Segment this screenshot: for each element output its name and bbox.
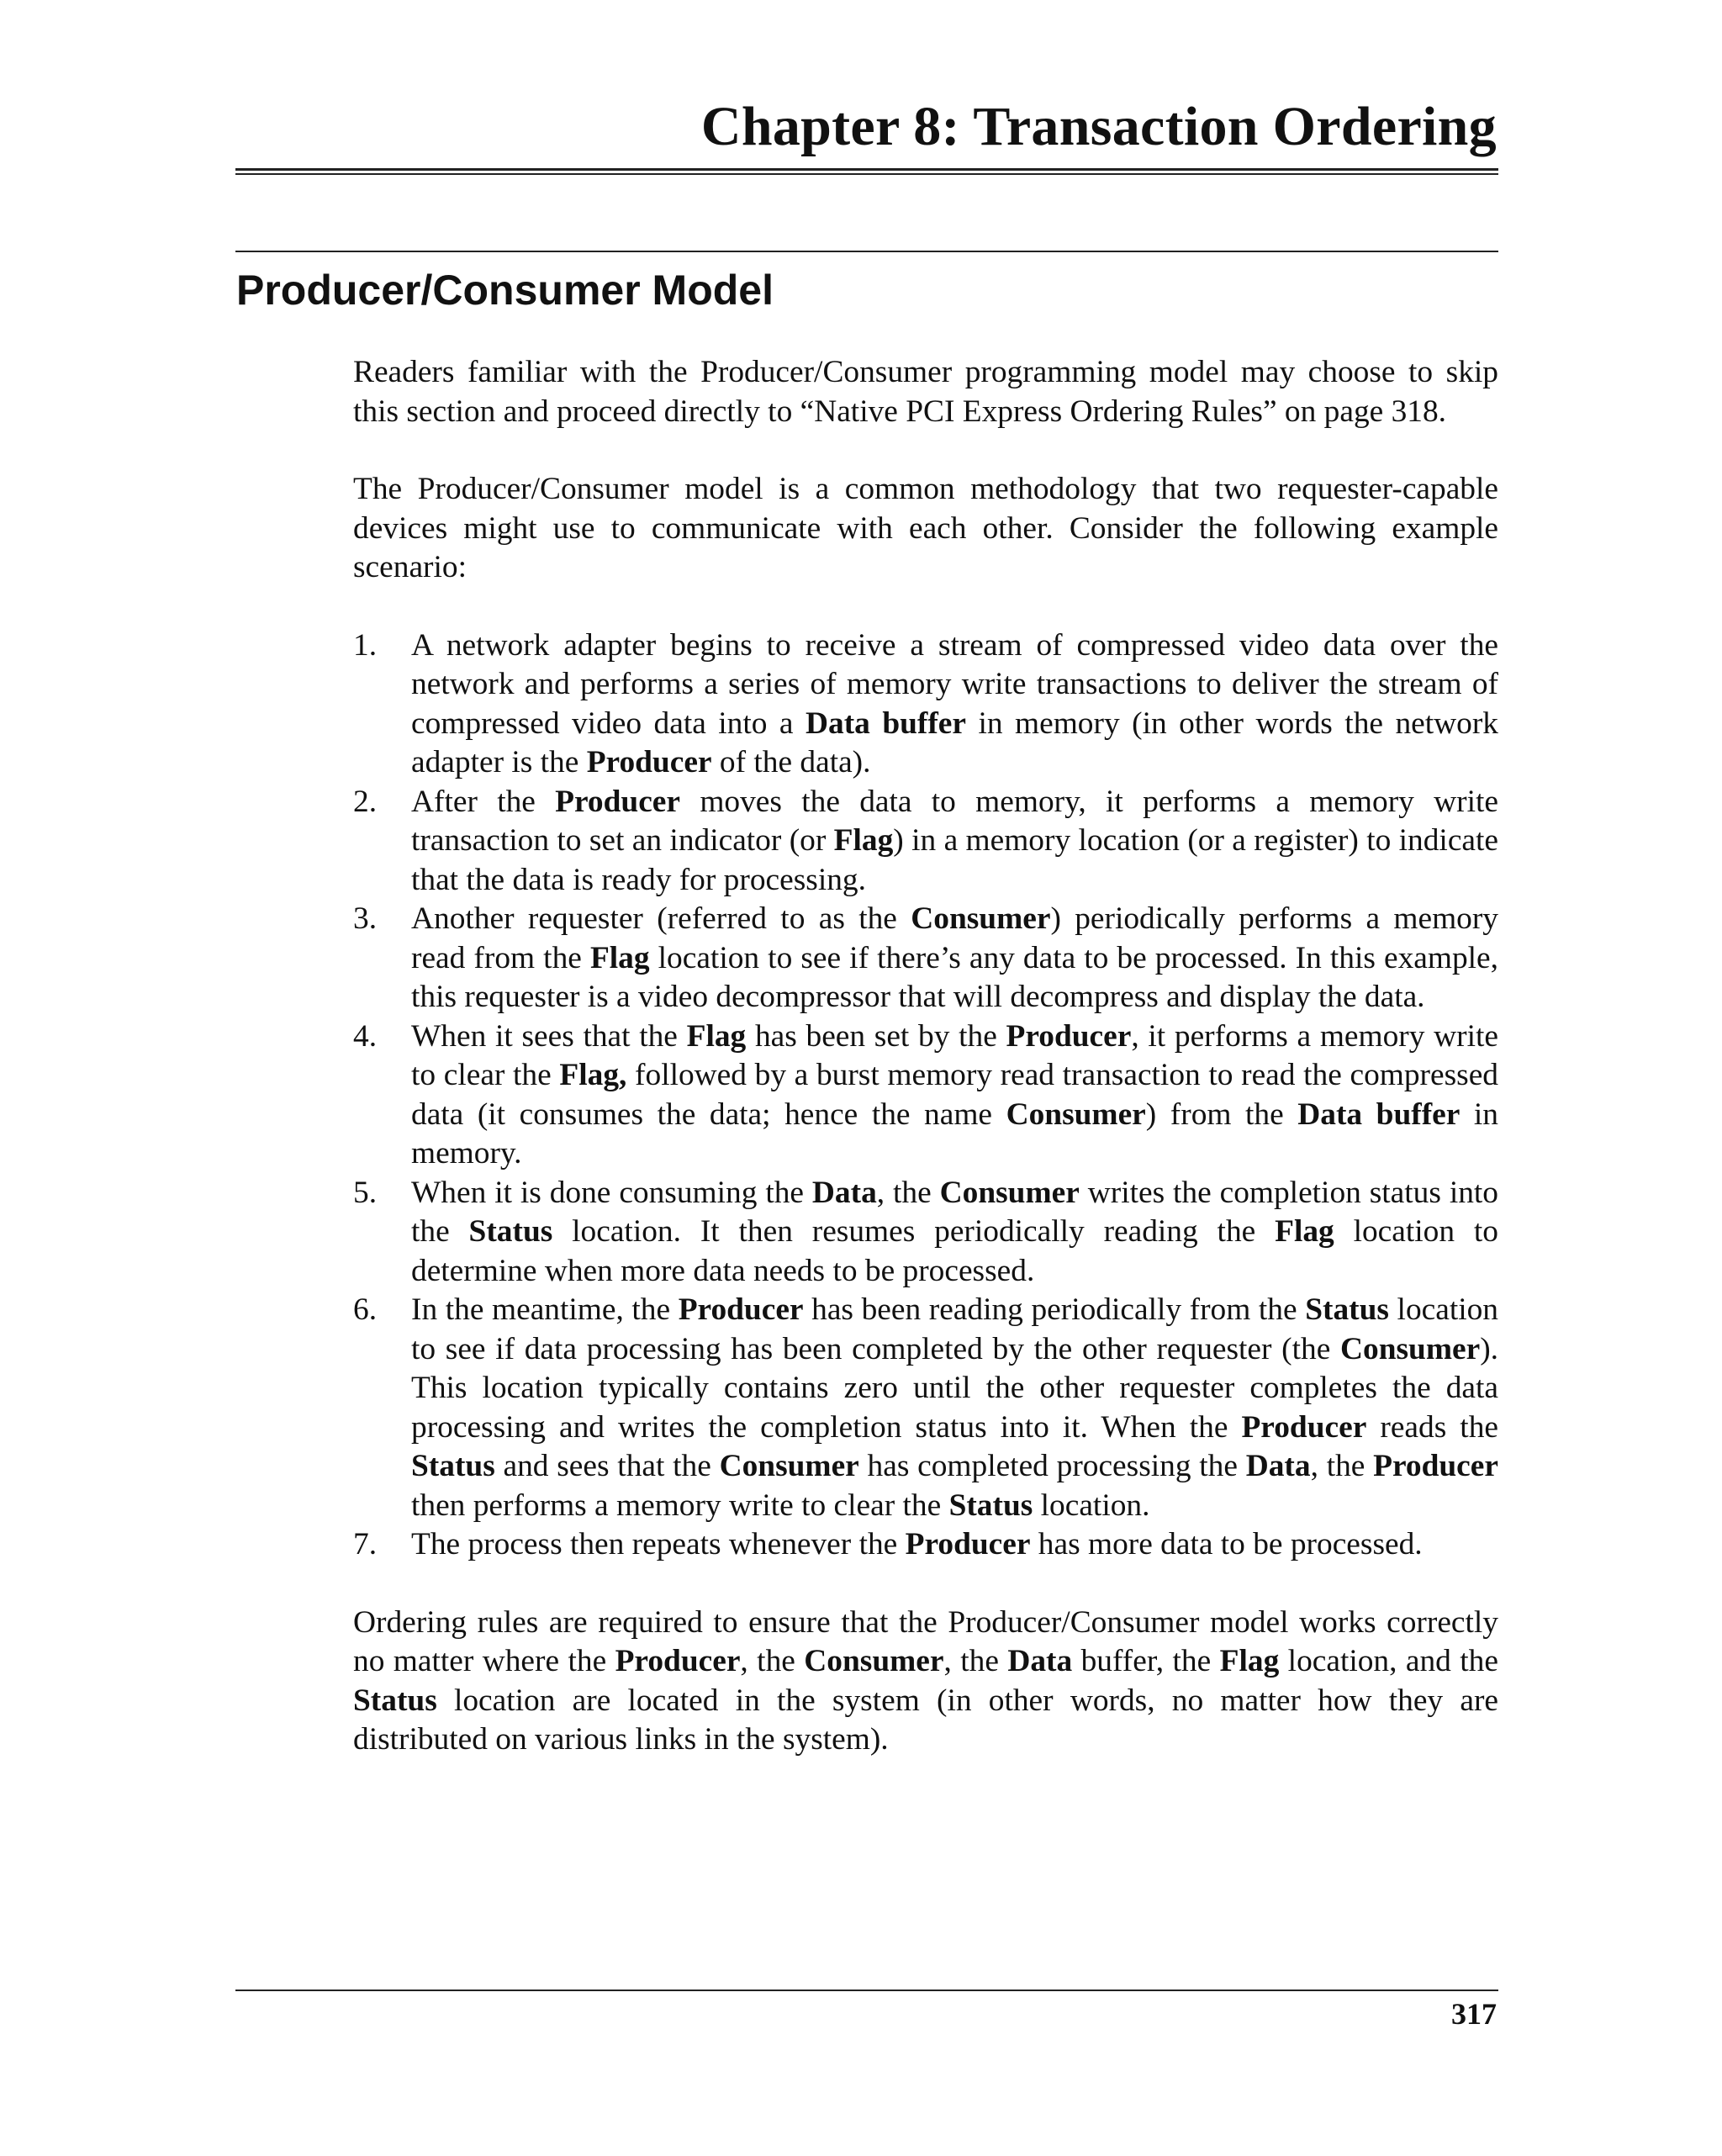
step-text bbox=[411, 1527, 1423, 1562]
text-run: buffer, the bbox=[1072, 1644, 1220, 1678]
text-run: then performs a memory write to clear the bbox=[411, 1488, 949, 1523]
text-run: ) in a memory location (or a register) to indicate that the data is ready for processing. bbox=[411, 823, 1498, 897]
bold-term: Producer bbox=[1241, 1409, 1367, 1445]
bold-term: Consumer bbox=[719, 1449, 859, 1483]
bold-term: Consumer bbox=[1340, 1331, 1481, 1366]
bold-term: Consumer bbox=[939, 1175, 1080, 1210]
step-item bbox=[353, 783, 1498, 901]
text-run: in memory (in other words the network adapter is the bbox=[411, 705, 1498, 779]
header-rule-thick bbox=[235, 168, 1498, 171]
text-run: The process then repeats whenever the bbox=[411, 1527, 906, 1562]
bold-term: Producer bbox=[615, 1644, 741, 1678]
text-run: in memory. bbox=[411, 1096, 1498, 1170]
step-item bbox=[353, 1017, 1498, 1174]
text-run: followed by a burst memory read transaction to read the compressed data (it consumes the data; hence the name bbox=[411, 1058, 1498, 1132]
text-run: , the bbox=[1310, 1449, 1374, 1483]
text-run: writes the completion status into the bbox=[411, 1175, 1498, 1249]
text-run: ) periodically performs a memory read from the bbox=[411, 901, 1499, 975]
text-run: moves the data to memory, it performs a memory write transaction to set an indicator (or bbox=[411, 784, 1498, 858]
text-run: reads the bbox=[1366, 1409, 1498, 1445]
step-number: 2. bbox=[353, 784, 378, 819]
step-item bbox=[353, 900, 1498, 1017]
bold-term: Flag bbox=[686, 1018, 747, 1054]
ordering-rules-paragraph bbox=[353, 1604, 1498, 1760]
model-paragraph: The Producer/Consumer model is a common methodology that two requester-capable devices might use to communicate with each other. Consider the following example scenario: bbox=[353, 472, 1498, 584]
text-run: and sees that the bbox=[494, 1449, 720, 1483]
text-run: location to see if there’s any data to be processed. In this example, this requester is a video decompressor that will decompress and display the data. bbox=[411, 940, 1498, 1014]
bold-term: Status bbox=[948, 1488, 1033, 1523]
text-run: of the data). bbox=[711, 745, 871, 779]
text-run: , the bbox=[740, 1644, 805, 1678]
scenario-steps bbox=[353, 626, 1498, 1565]
text-run: has completed processing the bbox=[858, 1449, 1246, 1483]
bold-term: Flag bbox=[1275, 1214, 1334, 1249]
text-run: When it is done consuming the bbox=[411, 1175, 812, 1210]
text-run: , it performs a memory write to clear the bbox=[411, 1018, 1498, 1092]
footer-rule bbox=[235, 1990, 1498, 1991]
bold-term: Data bbox=[1245, 1449, 1311, 1483]
text-run: When it sees that the bbox=[411, 1018, 687, 1054]
bold-term: Status bbox=[411, 1449, 495, 1483]
page-number: 317 bbox=[1451, 1997, 1497, 2031]
section-title: Producer/Consumer Model bbox=[236, 267, 774, 314]
text-run: After the bbox=[411, 784, 556, 819]
text-run: location. It then resumes periodically reading the bbox=[552, 1214, 1276, 1249]
bold-term: Data buffer bbox=[806, 705, 967, 741]
step-number: 3. bbox=[353, 901, 378, 936]
header-rule-thin bbox=[235, 173, 1498, 175]
text-run: has more data to be processed. bbox=[1030, 1527, 1423, 1562]
intro-paragraph: Readers familiar with the Producer/Consumer programming model may choose to skip this section and proceed directly to “Native PCI Express Ordering Rules” on page 318. bbox=[353, 355, 1498, 429]
text-run: location. bbox=[1033, 1488, 1150, 1523]
step-item bbox=[353, 1291, 1498, 1525]
text-run: A network adapter begins to receive a stream of compressed video data over the network and performs a series of memory write transactions to deliver the stream of compressed video data into a bbox=[411, 627, 1498, 741]
text-run: location to see if data processing has been completed by the other requester (the bbox=[411, 1292, 1498, 1366]
text-run: location, and the bbox=[1279, 1644, 1498, 1678]
bold-term: Status bbox=[1305, 1292, 1389, 1327]
step-text bbox=[411, 628, 1498, 780]
section-rule bbox=[235, 251, 1498, 252]
bold-term: Flag bbox=[833, 823, 894, 858]
bold-term: Producer bbox=[1006, 1018, 1132, 1054]
text-run: , the bbox=[943, 1644, 1008, 1678]
bold-term: Producer bbox=[1373, 1449, 1498, 1483]
bold-term: Producer bbox=[678, 1292, 804, 1327]
text-run: has been set by the bbox=[746, 1018, 1006, 1054]
body-text bbox=[353, 353, 1498, 1799]
text-run: Another requester (referred to as the bbox=[411, 901, 911, 936]
step-item bbox=[353, 1525, 1498, 1565]
text-run: ). This location typically contains zero until the other requester completes the data processing and writes the completion status into it. When the bbox=[411, 1331, 1498, 1445]
step-text bbox=[411, 1176, 1498, 1288]
bold-term: Producer bbox=[905, 1527, 1031, 1562]
bold-term: Data bbox=[1007, 1644, 1073, 1678]
bold-term: Flag bbox=[589, 940, 650, 975]
bold-term: Status bbox=[353, 1683, 437, 1718]
text-run: has been reading periodically from the bbox=[803, 1292, 1306, 1327]
bold-term: Consumer bbox=[1006, 1096, 1146, 1132]
step-number: 6. bbox=[353, 1292, 378, 1327]
step-item bbox=[353, 626, 1498, 783]
text-run: Ordering rules are required to ensure that the Producer/Consumer model works correctly no matter where the bbox=[353, 1604, 1498, 1678]
step-number: 4. bbox=[353, 1018, 378, 1054]
bold-term: Producer bbox=[586, 745, 712, 779]
step-item bbox=[353, 1174, 1498, 1292]
step-number: 1. bbox=[353, 627, 378, 663]
bold-term: Status bbox=[468, 1214, 553, 1249]
bold-term: Flag, bbox=[559, 1058, 627, 1092]
step-text bbox=[411, 1292, 1498, 1523]
step-text bbox=[411, 901, 1498, 1014]
step-text bbox=[411, 1019, 1498, 1171]
bold-term: Flag bbox=[1219, 1644, 1280, 1678]
step-text bbox=[411, 785, 1498, 897]
text-run: ) from the bbox=[1145, 1096, 1298, 1132]
text-run: location are located in the system (in other words, no matter how they are distributed on various links in the system). bbox=[353, 1683, 1498, 1757]
bold-term: Consumer bbox=[911, 901, 1051, 936]
text-run: In the meantime, the bbox=[411, 1292, 679, 1327]
step-number: 5. bbox=[353, 1175, 378, 1210]
text-run: , the bbox=[876, 1175, 940, 1210]
bold-term: Consumer bbox=[804, 1644, 944, 1678]
step-number: 7. bbox=[353, 1527, 378, 1562]
bold-term: Producer bbox=[555, 784, 681, 819]
bold-term: Data buffer bbox=[1297, 1096, 1461, 1132]
chapter-title: Chapter 8: Transaction Ordering bbox=[700, 96, 1497, 157]
text-run: location to determine when more data needs to be processed. bbox=[411, 1214, 1498, 1288]
bold-term: Data bbox=[811, 1175, 877, 1210]
